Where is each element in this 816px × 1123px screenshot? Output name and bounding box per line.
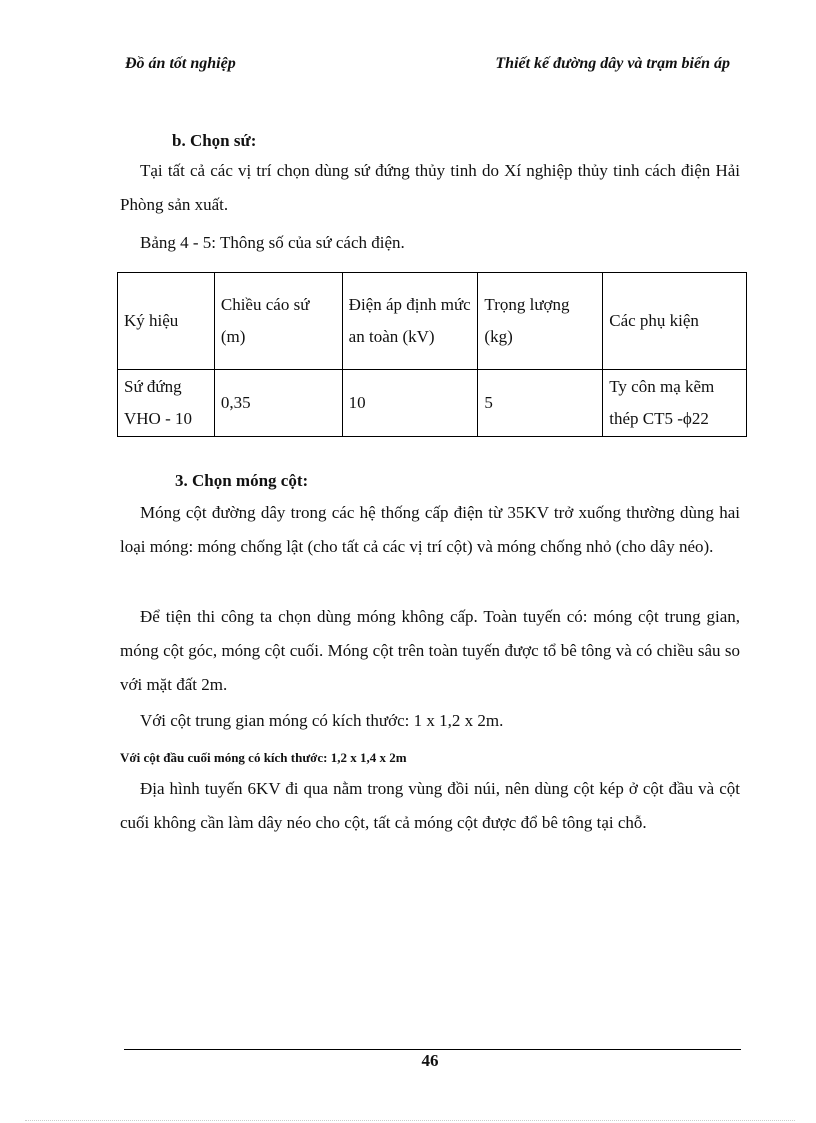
cell-weight: 5 bbox=[478, 370, 603, 437]
section-b-heading: b. Chọn sứ: bbox=[172, 131, 257, 150]
cell-voltage: 10 bbox=[342, 370, 478, 437]
cell-accessories: Ty côn mạ kẽm thép CT5 -ϕ22 bbox=[603, 370, 747, 437]
section-3-paragraph-5: Địa hình tuyến 6KV đi qua nằm trong vùng đồi núi, nên dùng cột kép ở cột đầu và cột cuối không cần làm dây néo cho cột, tất cả móng cột được đổ bê tông tại chỗ. bbox=[120, 779, 740, 832]
section-b-paragraph: Tại tất cả các vị trí chọn dùng sứ đứng thủy tinh do Xí nghiệp thủy tinh cách điện Hải Phòng sản xuất. bbox=[120, 161, 740, 214]
page-number: 46 bbox=[421, 1051, 439, 1070]
table-row bbox=[118, 370, 747, 437]
table-header-row bbox=[118, 273, 747, 370]
header-cell-symbol: Ký hiệu bbox=[118, 273, 215, 370]
page-edge-dots bbox=[25, 1120, 795, 1121]
section-3-paragraph-2: Để tiện thi công ta chọn dùng móng không cấp. Toàn tuyến có: móng cột trung gian, móng cột góc, móng cột cuối. Móng cột trên toàn tuyến được tổ bê tông và có chiều sâu so với mặt đất 2m. bbox=[120, 607, 740, 694]
footer-rule bbox=[124, 1049, 741, 1050]
section-3-paragraph-4: Với cột đầu cuối móng có kích thước: 1,2 x 1,4 x 2m bbox=[120, 750, 407, 765]
section-3-paragraph-1: Móng cột đường dây trong các hệ thống cấp điện từ 35KV trở xuống thường dùng hai loại móng: móng chống lật (cho tất cả các vị trí cột) và móng chống nhỏ (cho dây néo). bbox=[120, 503, 740, 556]
table-caption: Bảng 4 - 5: Thông số của sứ cách điện. bbox=[140, 233, 405, 252]
header-cell-height: Chiều cáo sứ (m) bbox=[214, 273, 342, 370]
insulator-table bbox=[117, 272, 747, 437]
section-3-paragraph-3: Với cột trung gian móng có kích thước: 1 x 1,2 x 2m. bbox=[140, 711, 504, 730]
header-cell-accessories: Các phụ kiện bbox=[603, 273, 747, 370]
cell-height: 0,35 bbox=[214, 370, 342, 437]
header-right: Thiết kế đường dây và trạm biến áp bbox=[495, 55, 730, 72]
cell-symbol: Sứ đứng VHO - 10 bbox=[118, 370, 215, 437]
header-cell-weight: Trọng lượng (kg) bbox=[478, 273, 603, 370]
header-left: Đồ án tốt nghiệp bbox=[125, 55, 236, 72]
header-cell-voltage: Điện áp định mức an toàn (kV) bbox=[342, 273, 478, 370]
section-3-heading: 3. Chọn móng cột: bbox=[175, 471, 309, 490]
